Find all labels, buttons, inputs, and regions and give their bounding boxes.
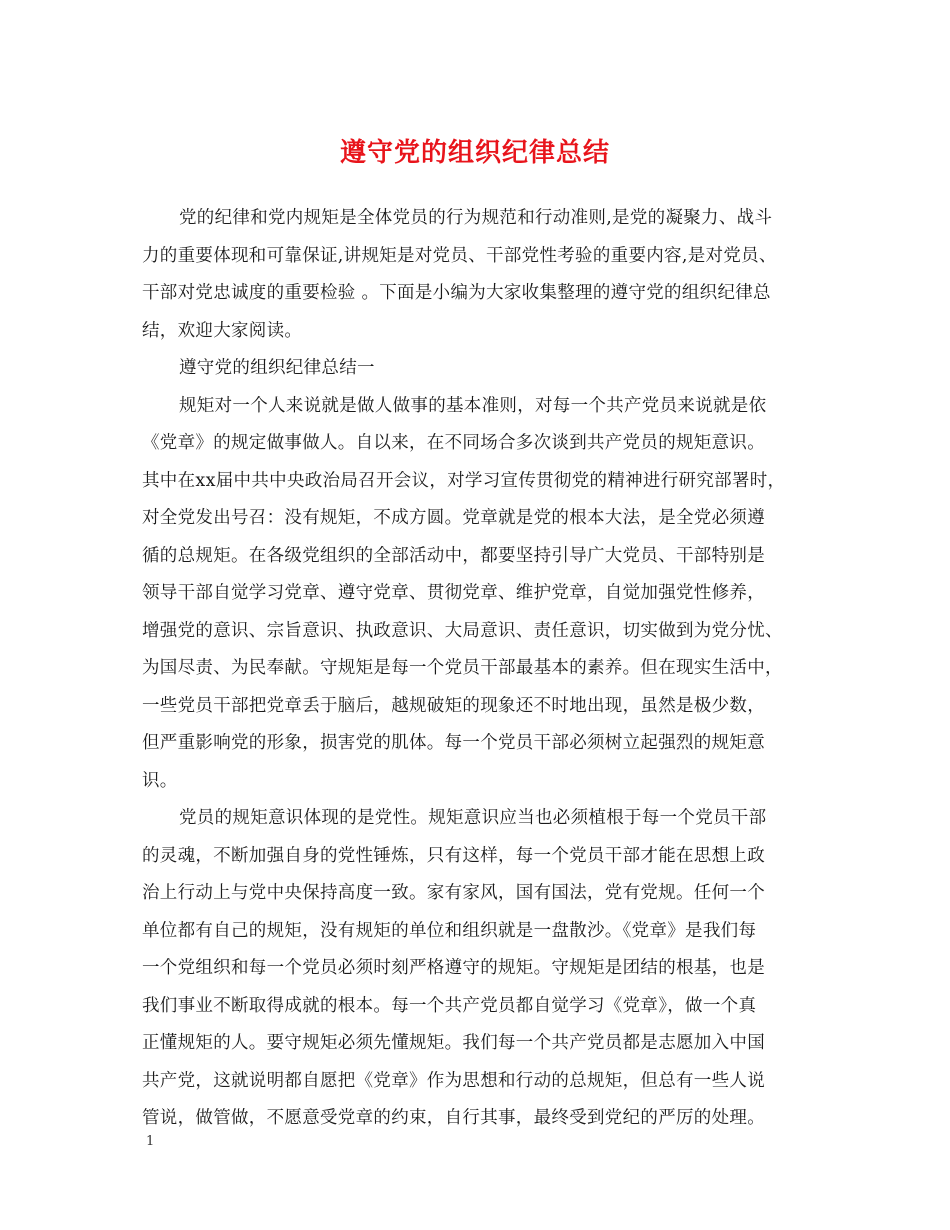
text-line: 力的重要体现和可靠保证,讲规矩是对党员、干部党性考验的重要内容,是对党员、 [142,245,777,266]
text-line: 我们事业不断取得成就的根本。每一个共产党员都自觉学习《党章》，做一个真 [142,995,757,1016]
text-line: 干部对党忠诚度的重要检验 。下面是小编为大家收集整理的遵守党的组织纪律总 [142,283,771,303]
text-line: 结，欢迎大家阅读。 [142,320,303,341]
text-line: 一些党员干部把党章丢于脑后，越规破矩的现象还不时地出现，虽然是极少数， [142,695,765,716]
text-line: 党员的规矩意识体现的是党性。规矩意识应当也必须植根于每一个党员干部 [179,808,767,828]
text-line: 为国尽责、为民奉献。守规矩是每一个党员干部最基本的素养。但在现实生活中， [142,658,783,678]
text-line: 规矩对一个人来说就是做人做事的基本准则，对每一个共产党员来说就是依 [179,395,767,416]
body-paragraph [142,800,822,1138]
text-line: 增强党的意识、宗旨意识、执政意识、大局意识、责任意识，切实做到为党分忧、 [142,620,783,641]
text-line: 党的纪律和党内规矩是全体党员的行为规范和行动准则,是党的凝聚力、战斗 [179,208,773,228]
text-line: 单位都有自己的规矩，没有规矩的单位和组织就是一盘散沙。《党章》是我们每 [142,920,757,941]
page-number: 1 [146,1134,155,1149]
text-line: 共产党，这就说明都自愿把《党章》作为思想和行动的总规矩，但总有一些人说 [142,1070,765,1091]
document-body [142,200,822,1138]
text-line: 循的总规矩。在各级党组织的全部活动中，都要坚持引导广大党员、干部特别是 [142,545,765,566]
text-line: 的灵魂，不断加强自身的党性锤炼，只有这样，每一个党员干部才能在思想上政 [142,845,765,866]
section-heading [142,350,822,388]
text-line: 一个党组织和每一个党员必须时刻严格遵守的规矩。守规矩是团结的根基，也是 [142,958,765,978]
text-line: 正懂规矩的人。要守规矩必须先懂规矩。我们每一个共产党员都是志愿加入中国 [142,1033,765,1053]
text-line: 《党章》的规定做事做人。自以来，在不同场合多次谈到共产党员的规矩意识。 [142,433,765,453]
document-title: 遵守党的组织纪律总结 [339,138,610,168]
text-line: 其中在xx届中共中央政治局召开会议，对学习宣传贯彻党的精神进行研究部署时， [142,470,786,491]
text-line: 管说，做管做，不愿意受党章的约束，自行其事，最终受到党纪的严厉的处理。 [142,1108,765,1128]
text-line: 识。 [142,770,178,791]
text-line: 但严重影响党的形象，损害党的肌体。每一个党员干部必须树立起强烈的规矩意 [142,733,765,753]
section-heading-text: 遵守党的组织纪律总结一 [179,358,375,378]
text-line: 领导干部自觉学习党章、遵守党章、贯彻党章、维护党章，自觉加强党性修养， [142,583,765,603]
intro-paragraph [142,200,822,350]
text-line: 对全党发出号召：没有规矩，不成方圆。党章就是党的根本大法，是全党必须遵 [142,508,765,528]
body-paragraph [142,388,822,801]
text-line: 治上行动上与党中央保持高度一致。家有家风，国有国法，党有党规。任何一个 [142,883,765,903]
